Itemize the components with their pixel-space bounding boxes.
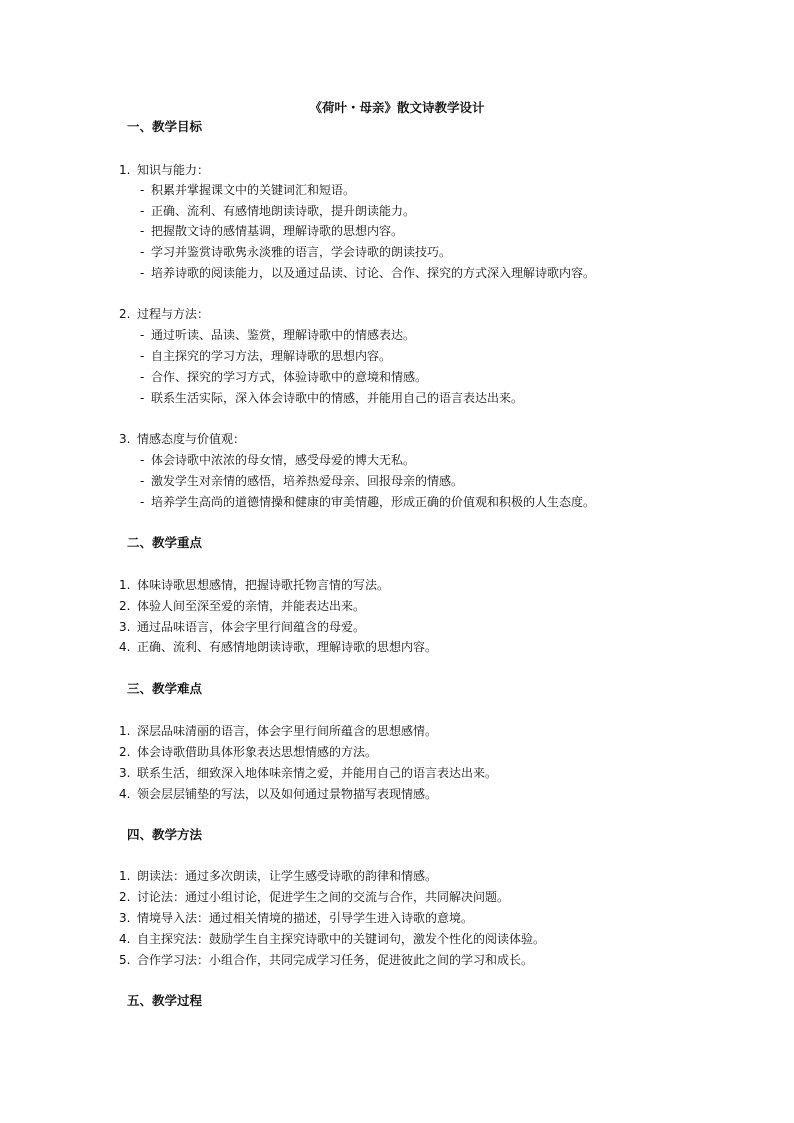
section-heading-key-points: 二、教学重点 bbox=[127, 535, 203, 550]
group-label: 过程与方法： bbox=[137, 307, 210, 321]
group-label: 知识与能力： bbox=[137, 163, 210, 177]
bullet-text: 通过听读、品读、鉴赏，理解诗歌中的情感表达。 bbox=[151, 328, 416, 342]
section-heading-process: 五、教学过程 bbox=[127, 993, 203, 1008]
bullet-text: 联系生活实际，深入体会诗歌中的情感，并能用自己的语言表达出来。 bbox=[151, 391, 524, 405]
list-number: 3. bbox=[119, 432, 131, 446]
bullet-text: 积累并掌握课文中的关键词汇和短语。 bbox=[151, 183, 356, 197]
bullet-text: 合作、探究的学习方式，体验诗歌中的意境和情感。 bbox=[151, 370, 428, 384]
section-heading-methods: 四、教学方法 bbox=[127, 827, 203, 842]
bullet-text: 把握散文诗的感情基调，理解诗歌的思想内容。 bbox=[151, 224, 404, 238]
section-heading-difficulties: 三、教学难点 bbox=[127, 681, 203, 696]
bullet-text: 培养学生高尚的道德情操和健康的审美情趣，形成正确的价值观和积极的人生态度。 bbox=[151, 495, 596, 509]
bullet-text: 学习并鉴赏诗歌隽永淡雅的语言，学会诗歌的朗读技巧。 bbox=[151, 245, 452, 259]
bullet-text: 激发学生对亲情的感悟，培养热爱母亲、回报母亲的情感。 bbox=[151, 474, 464, 488]
bullet-text: 体会诗歌中浓浓的母女情，感受母爱的博大无私。 bbox=[151, 453, 416, 467]
list-number: 2. bbox=[119, 307, 131, 321]
bullet-text: 正确、流利、有感情地朗读诗歌，提升朗读能力。 bbox=[151, 204, 416, 218]
bullet-text: 自主探究的学习方法，理解诗歌的思想内容。 bbox=[151, 349, 392, 363]
group-label: 情感态度与价值观： bbox=[137, 432, 246, 446]
list-number: 1. bbox=[119, 163, 131, 177]
bullet-text: 培养诗歌的阅读能力，以及通过品读、讨论、合作、探究的方式深入理解诗歌内容。 bbox=[151, 266, 596, 280]
document-page: 《荷叶・母亲》散文诗教学设计 一、教学目标 1. 知识与能力： - 积累并掌握课文中的关键词汇和短语。 - 正确、流利、有感情地朗读诗歌，提升朗读能力。 - 把握散文诗的感情基调，理解诗歌的思想内容。 - 学习并鉴赏诗歌隽永淡雅的语言，学会诗歌的朗读技巧。 - 培养诗歌的阅读能力，以及通过品读、讨论、合作、探究的方式深入理解诗歌内容。 2. 过程与方法： - 通过听读、品读、鉴赏，理解诗歌中的情感表达。 - 自主探究的学习方法，理解诗歌的思想内容。 - 合作、探究的学习方式，体验诗歌中的意境和情感。 - 联系生活实际，深入体会诗歌中的情感，并能用自己的语言表达出来。 3. 情感态度与价值观： - 体会诗歌中浓浓的母女情，感受母爱的博大无私。 - 激发学生对亲情的感悟，培养热爱母亲、回报母亲的情感。 - 培养学生高尚的道德情操和健康的审美情趣，形成正确的价值观和积极的人生态度。 二、教学重点 1. 体味诗歌思想感情，把握诗歌托物言情的写法。 2. 体验人间至深至爱的亲情，并能表达出来。 3. 通过品味语言，体会字里行间蕴含的母爱。 4. 正确、流利、有感情地朗读诗歌，理解诗歌的思想内容。 三、教学难点 1. 深层品味清丽的语言，体会字里行间所蕴含的思想感情。 2. 体会诗歌借助具体形象表达思想情感的方法。 3. 联系生活，细致深入地体味亲情之爱，并能用自己的语言表达出来。 4. 领会层层铺垫的写法，以及如何通过景物描写表现情感。 四、教学方法 1. 朗读法：通过多次朗读，让学生感受诗歌的韵律和情感。 2. 讨论法：通过小组讨论，促进学生之间的交流与合作，共同解决问题。 3. 情境导入法：通过相关情境的描述，引导学生进入诗歌的意境。 4. 自主探究法：鼓励学生自主探究诗歌中的关键词句，激发个性化的阅读体验。 5. 合作学习法：小组合作，共同完成学习任务，促进彼此之间的学习和成长。 五、教学过程 bbox=[0, 0, 794, 1123]
document-title: 《荷叶・母亲》散文诗教学设计 bbox=[309, 100, 485, 115]
section-heading-objectives: 一、教学目标 bbox=[127, 119, 203, 134]
